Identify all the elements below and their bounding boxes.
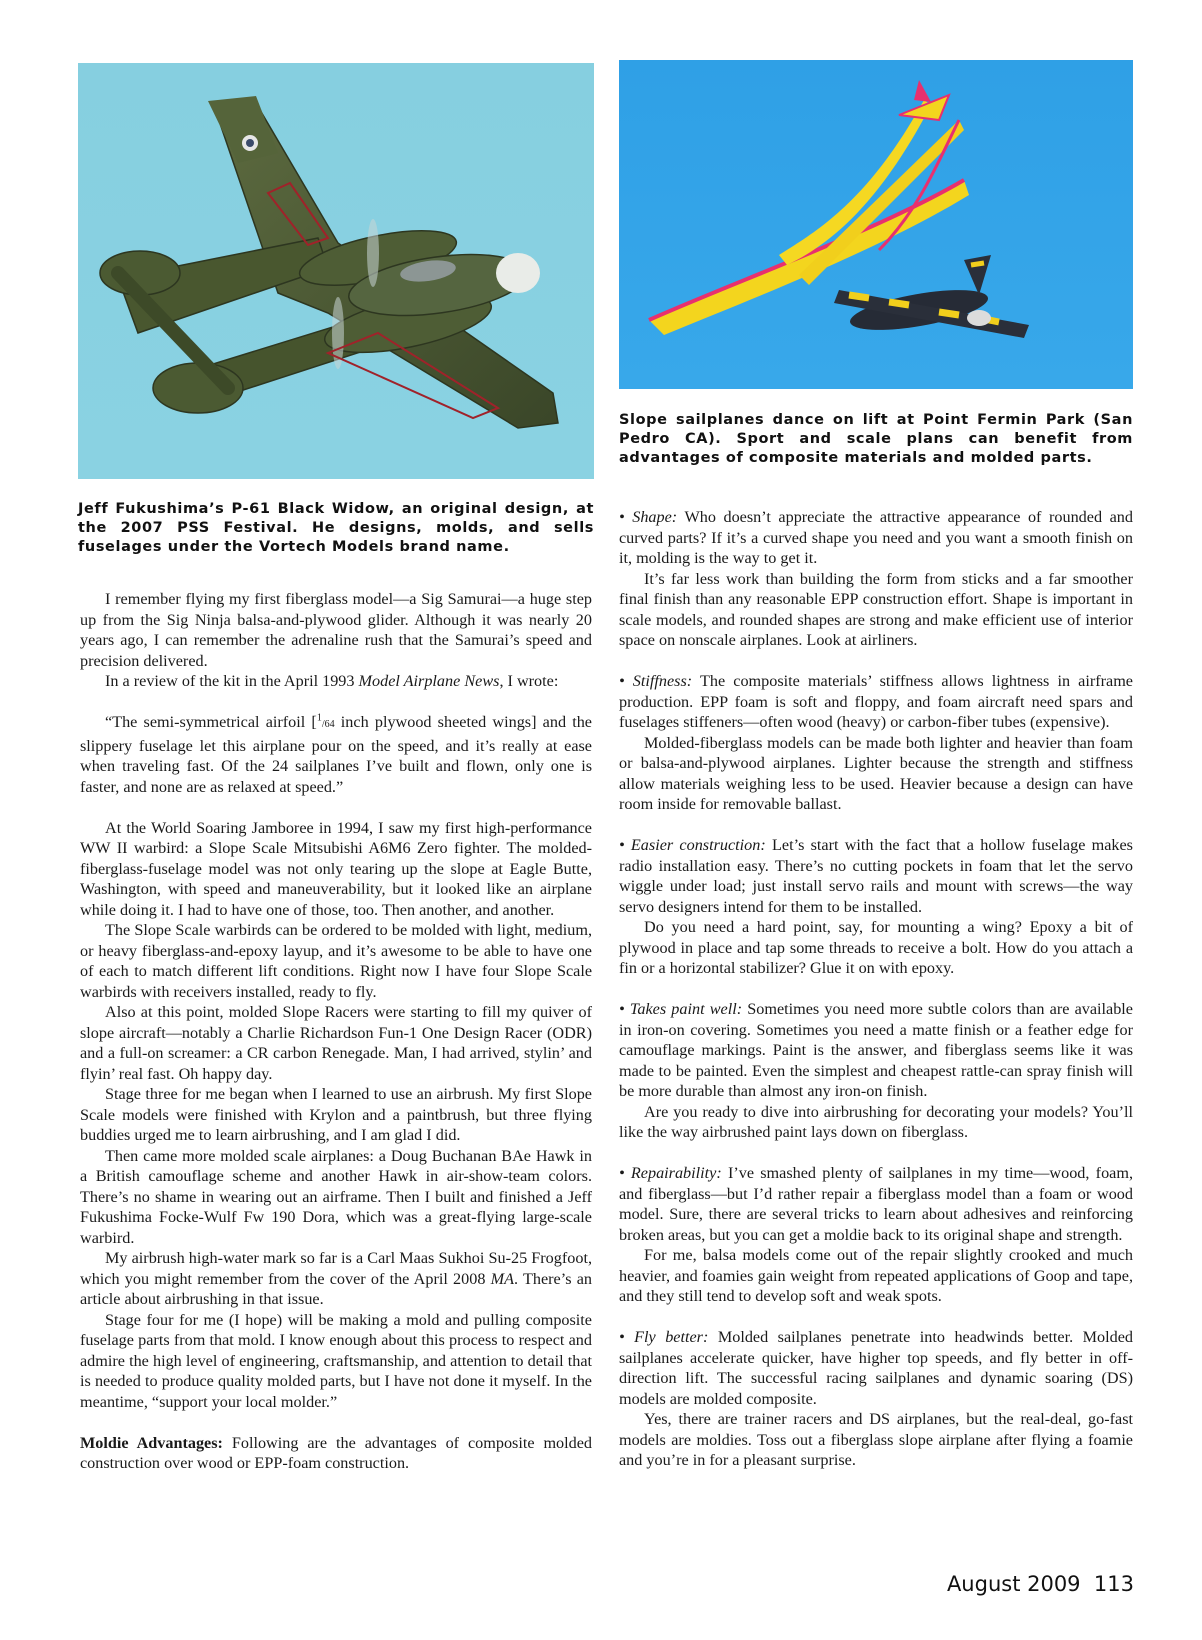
paragraph-gap [80, 797, 592, 818]
page-footer [947, 1572, 1134, 1596]
bullet-paragraph [619, 1327, 1133, 1409]
bullet-paragraph [619, 507, 1133, 569]
paragraph: For me, balsa models come out of the repair slightly crooked and much heavier, and foamies gain weight from repeated applications of Goop and tape, and they still tend to develop soft and weak spots. [619, 1246, 1133, 1305]
text-run: . There’s an article about airbrushing in that issue. [80, 1269, 593, 1308]
block-quote [80, 712, 592, 797]
text-run: The composite materials’ stiffness allows lightness in airframe production. EPP foam is soft and floppy, and foam aircraft need spars and fuselages stiffeners—often wood (heavy) or carbon-fiber tubes (expensive). [619, 672, 1133, 731]
paragraph: I remember flying my first fiberglass model—a Sig Samurai—a huge step up from the Sig Ninja balsa-and-plywood glider. Although it was nearly 20 years ago, I can remember the adrenaline rush that the Samurai’s speed and precision delivered. [80, 590, 592, 670]
paragraph: Do you need a hard point, say, for mounting a wing? Epoxy a bit of plywood in place and tap some threads to receive a bolt. How do you attach a fin or a horizontal stabilizer? Glue it on with epoxy. [619, 918, 1133, 977]
article-column-right [619, 507, 1133, 1471]
text-run: Molded sailplanes penetrate into headwinds better. Molded sailplanes accelerate quicker, have higher top speeds, and fly better in off-direction lift. The successful racing sailplanes and dynamic soaring (DS) models are molded composite. [619, 1328, 1133, 1408]
page-number: 113 [1093, 1572, 1134, 1596]
photo-caption-right: Slope sailplanes dance on lift at Point Fermin Park (San Pedro CA). Sport and scale plans can benefit from advantages of composite materials and molded parts. [619, 412, 1133, 466]
paragraph: Then came more molded scale airplanes: a Doug Buchanan BAe Hawk in a British camouflage scheme and another Hawk in air-show-team colors. There’s no shame in wearing out an airframe. Then I built and finished a Jeff Fukushima Focke-Wulf Fw 190 Dora, which was a great-flying large-scale warbird. [80, 1146, 592, 1247]
paragraph: Stage four for me (I hope) will be making a mold and pulling composite fuselage parts from that mold. I know enough about this process to respect and admire the high level of engineering, craftsmanship, and attention to detail that is needed to produce quality molded parts, but I have not done it myself. In the meantime, “support your local molder.” [80, 1310, 592, 1411]
text-run: In a review of the kit in the April 1993 [105, 672, 359, 690]
bullet-heading: • Shape: [619, 508, 678, 526]
bullet-paragraph [619, 835, 1133, 917]
article-column-left [80, 589, 592, 1474]
paragraph-gap [80, 692, 592, 713]
paragraph-gap [619, 1307, 1133, 1328]
paragraph [80, 1433, 592, 1474]
paragraph: It’s far less work than building the form from sticks and a far smoother final finish than any reasonable EPP construction effort. Shape is important in scale models, and rounded shapes are strong and make efficient use of interior space on nonscale airplanes. Look at airliners. [619, 569, 1133, 649]
text-run: Sometimes you need more subtle colors than are available in iron-on covering. Sometimes you need a matte finish or a feather edge for camouflage markings. Paint is the answer, and fiberglass seems like it was made to be painted. Even the simplest and cheapest rattle-can spray finish will be more durable than almost any iron-on finish. [619, 1000, 1133, 1100]
text-run: inch plywood sheeted wings] and the slippery fuselage let this airplane pour on the speed, and it’s really at ease when traveling fast. Of the 24 sailplanes I’ve built and flown, only one is faster, and none are as relaxed at speed.” [80, 713, 592, 796]
paragraph-gap [80, 1412, 592, 1433]
issue-date: August 2009 [946, 1572, 1081, 1596]
slope-sailplanes-photo [619, 60, 1133, 389]
magazine-title: Model Airplane News [358, 672, 500, 690]
paragraph [80, 1248, 592, 1310]
paragraph-gap [619, 979, 1133, 1000]
paragraph-gap [619, 815, 1133, 836]
text-run: Following are the advantages of composite molded construction over wood or EPP-foam construction. [80, 1433, 593, 1472]
bullet-heading: • Easier construction: [619, 836, 766, 854]
bullet-heading: • Repairability: [619, 1164, 722, 1182]
paragraph: Are you ready to dive into airbrushing for decorating your models? You’ll like the way airbrushed paint lays down on fiberglass. [619, 1102, 1133, 1141]
paragraph: Yes, there are trainer racers and DS airplanes, but the real-deal, go-fast models are moldies. Toss out a fiberglass slope airplane after flying a foamie and you’re in for a pleasant surprise. [619, 1410, 1133, 1469]
fraction-denominator: /64 [321, 719, 335, 730]
section-heading: Moldie Advantages: [80, 1433, 223, 1452]
p61-black-widow-photo [78, 63, 594, 479]
paragraph [80, 671, 592, 692]
paragraph-gap [619, 1143, 1133, 1164]
fraction-numerator: 1 [316, 712, 322, 724]
text-run: “The semi-symmetrical airfoil [ [105, 713, 317, 731]
paragraph: Also at this point, molded Slope Racers were starting to fill my quiver of slope aircraft—notably a Charlie Richardson Fun-1 One Design Racer (ODR) and a full-on screamer: a CR carbon Renegade. Man, I had arrived, stylin’ and flyin’ real fast. Oh happy day. [80, 1003, 592, 1083]
text-run: My airbrush high-water mark so far is a Carl Maas Sukhoi Su-25 Frogfoot, which you might remember from the cover of the April 2008 [80, 1249, 592, 1288]
photo-caption-left: Jeff Fukushima’s P-61 Black Widow, an original design, at the 2007 PSS Festival. He designs, molds, and sells fuselages under the Vortech Models brand name. [78, 501, 594, 555]
paragraph: Molded-fiberglass models can be made both lighter and heavier than foam or balsa-and-plywood airplanes. Lighter because the strength and stiffness allow materials weighing less to be used. Heavier because a design can have room inside for removable ballast. [619, 733, 1133, 813]
magazine-title: MA [490, 1269, 515, 1288]
bullet-heading: • Stiffness: [619, 672, 693, 690]
bullet-heading: • Fly better: [619, 1328, 709, 1346]
text-run: I’ve smashed plenty of sailplanes in my time—wood, foam, and fiberglass—but I’d rather repair a fiberglass model than a foam or wood model. Sure, there are several tricks to learn about adhesives and reinforcing broken areas, but you can get a moldie back to its original shape and strength. [619, 1164, 1133, 1244]
paragraph: At the World Soaring Jamboree in 1994, I saw my first high-performance WW II warbird: a Slope Scale Mitsubishi A6M6 Zero fighter. The molded-fiberglass-fuselage model was not only tearing up the slope at Eagle Butte, Washington, with speed and maneuverability, but it looked like an airplane while doing it. I had to have one of those, too. Then another, and another. [80, 818, 592, 919]
sailplanes-illustration [619, 60, 1133, 389]
paragraph: Stage three for me began when I learned to use an airbrush. My first Slope Scale models were finished with Krylon and a paintbrush, but three flying buddies urged me to learn airbrushing, and I am glad I did. [80, 1085, 592, 1144]
paragraph: The Slope Scale warbirds can be ordered to be molded with light, medium, or heavy fiberglass-and-epoxy layup, and it’s awesome to be able to have one of each to match different lift conditions. Right now I have four Slope Scale warbirds with receivers installed, ready to fly. [80, 921, 592, 1001]
paragraph-gap [619, 651, 1133, 672]
text-run: , I wrote: [499, 672, 559, 690]
bullet-paragraph [619, 1163, 1133, 1245]
p61-illustration [78, 63, 594, 479]
bullet-heading: • Takes paint well: [619, 1000, 743, 1018]
text-run: Let’s start with the fact that a hollow fuselage makes radio installation easy. There’s no cutting pockets in foam that let the servo wiggle under load; just install servo rails and mount with screws—the way servo designers intend for them to be installed. [619, 836, 1133, 916]
text-run: Who doesn’t appreciate the attractive appearance of rounded and curved parts? If it’s a curved shape you need and you want a smooth finish on it, molding is the way to get it. [619, 508, 1133, 567]
bullet-paragraph [619, 999, 1133, 1102]
bullet-paragraph [619, 671, 1133, 733]
